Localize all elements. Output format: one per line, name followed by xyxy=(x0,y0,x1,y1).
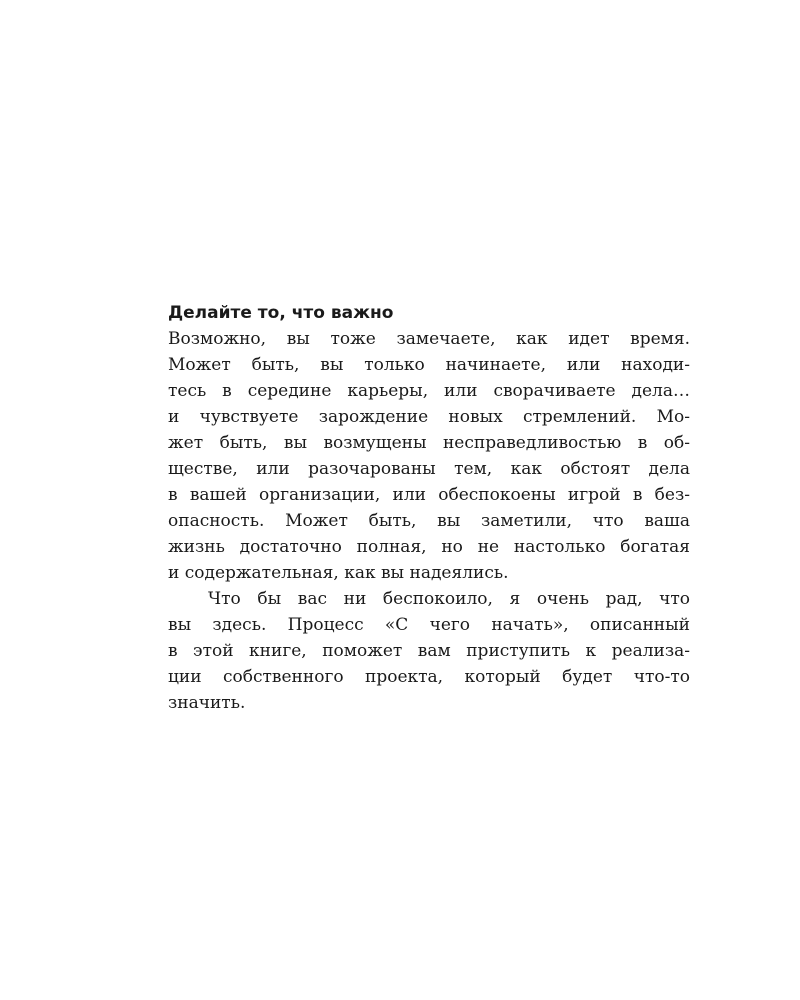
text-line: опасность. Может быть, вы заметили, что ваша xyxy=(168,511,690,531)
text-block xyxy=(168,300,690,716)
text-line: ществе, или разочарованы тем, как обстоят дела xyxy=(168,459,690,479)
text-line: жет быть, вы возмущены несправедливостью в об- xyxy=(168,433,690,453)
paragraph-2 xyxy=(168,586,690,716)
text-line: в этой книге, поможет вам приступить к реализа- xyxy=(168,641,690,661)
text-line: и содержательная, как вы надеялись. xyxy=(168,563,509,583)
text-line: Может быть, вы только начинаете, или находи- xyxy=(168,355,690,375)
text-line: ции собственного проекта, который будет что-то xyxy=(168,667,690,687)
text-line: Что бы вас ни беспокоило, я очень рад, что xyxy=(208,589,690,609)
text-line: и чувствуете зарождение новых стремлений. Мо- xyxy=(168,407,690,427)
text-line: в вашей организации, или обеспокоены игрой в без- xyxy=(168,485,690,505)
paragraph-1 xyxy=(168,326,690,586)
text-line: жизнь достаточно полная, но не настолько богатая xyxy=(168,537,690,557)
section-heading: Делайте то, что важно xyxy=(168,303,394,323)
text-line: тесь в середине карьеры, или сворачиваете дела… xyxy=(168,381,690,401)
text-line: вы здесь. Процесс «С чего начать», описанный xyxy=(168,615,690,635)
text-line: значить. xyxy=(168,693,246,713)
text-line: Возможно, вы тоже замечаете, как идет время. xyxy=(168,329,690,349)
